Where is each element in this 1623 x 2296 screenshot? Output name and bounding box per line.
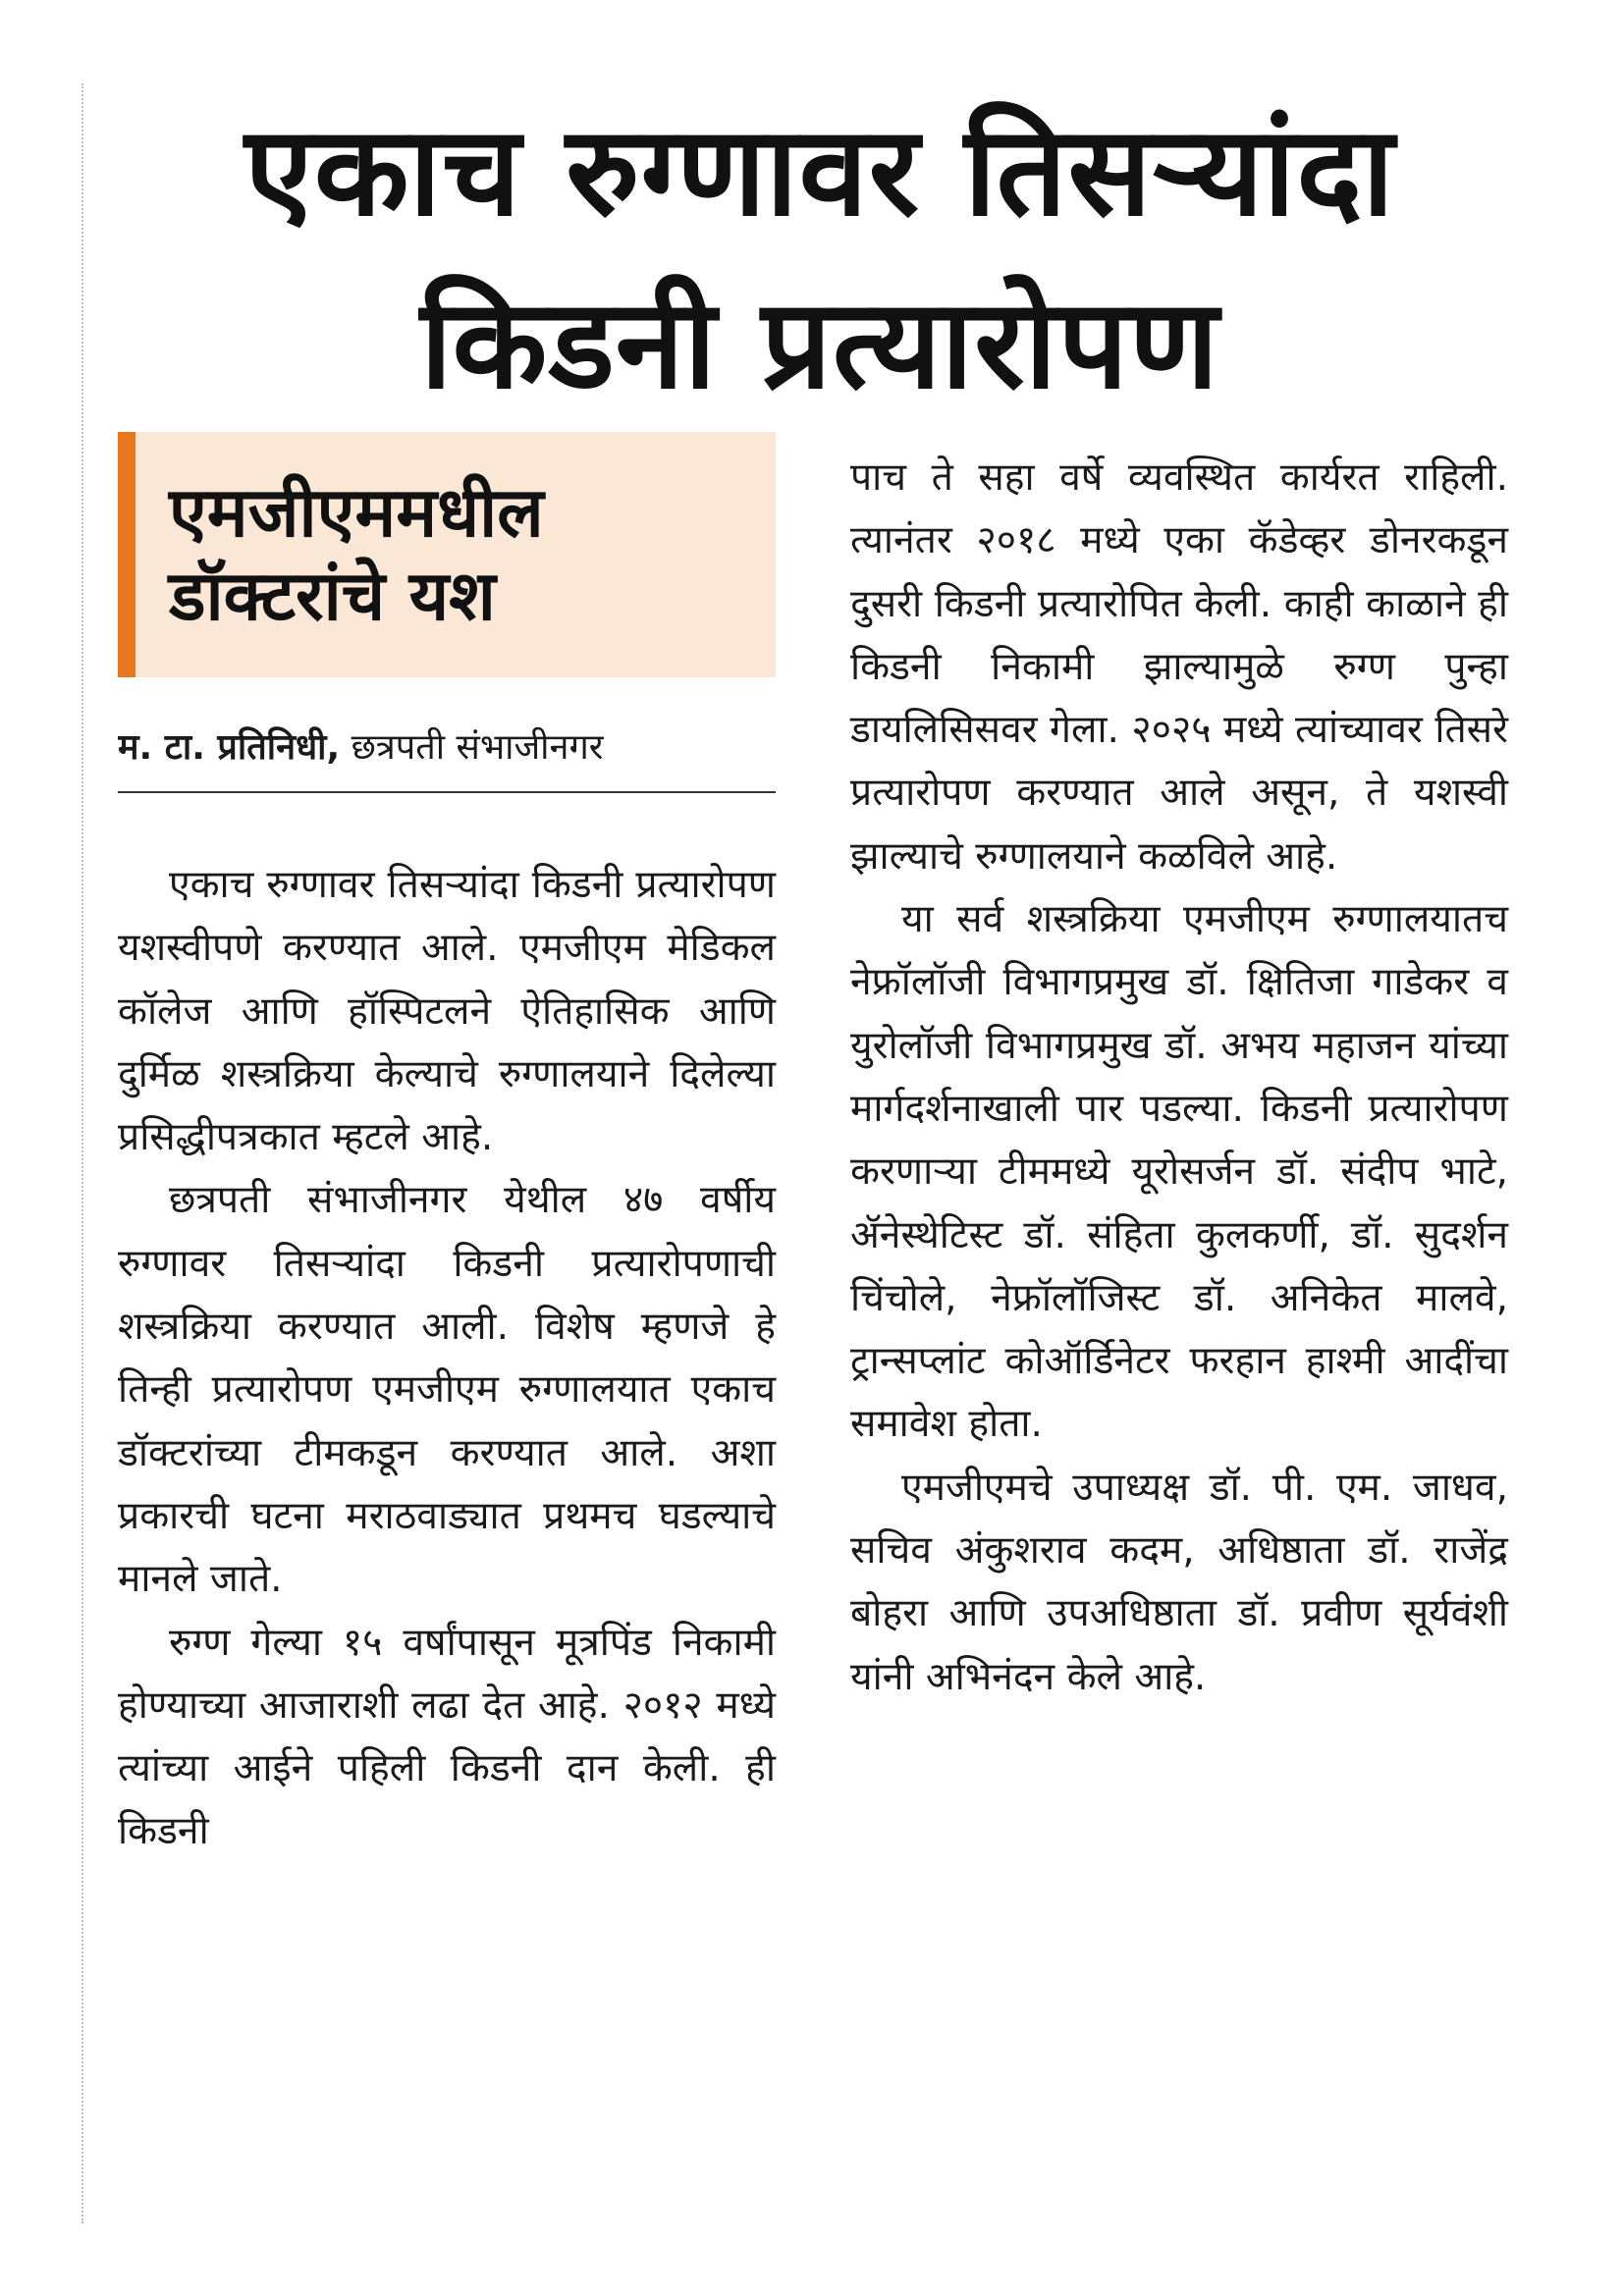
subheadline-accent-bar: [118, 432, 135, 677]
page-edge-dotted-rule: [81, 83, 83, 2223]
article-paragraph-5: एमजीएमचे उपाध्यक्ष डॉ. पी. एम. जाधव, सचिव अंकुशराव कदम, अधिष्ठाता डॉ. राजेंद्र बोहरा आणि उपअधिष्ठाता डॉ. प्रवीण सूर्यवंशी यांनी अभिनंदन केले आहे.: [850, 1465, 1508, 1699]
byline: [118, 724, 776, 772]
headline-line-1: एकाच रुग्णावर तिसऱ्यांदा: [244, 99, 1395, 243]
article-paragraph-3-continued: पाच ते सहा वर्षे व्यवस्थित कार्यरत राहिली. त्यानंतर २०१८ मध्ये एका कॅडेव्हर डोनरकडून दुसरी किडनी प्रत्यारोपित केली. काही काळाने ही किडनी निकामी झाल्यामुळे रुग्ण पुन्हा डायलिसिसवर गेला. २०२५ मध्ये त्यांच्यावर तिसरे प्रत्यारोपण करण्यात आले असून, ते यशस्वी झाल्याचे रुग्णालयाने कळविले आहे.: [850, 455, 1508, 879]
article-paragraph-2: छत्रपती संभाजीनगर येथील ४७ वर्षीय रुग्णावर तिसऱ्यांदा किडनी प्रत्यारोपणाची शस्त्रक्रिया करण्यात आली. विशेष म्हणजे हे तिन्ही प्रत्यारोपण एमजीएम रुग्णालयात एकाच डॉक्टरांच्या टीमकडून करण्यात आले. अशा प्रकारची घटना मराठवाड्यात प्रथमच घडल्याचे मानले जाते.: [118, 1178, 776, 1602]
article-paragraph-1: एकाच रुग्णावर तिसऱ्यांदा किडनी प्रत्यारोपण यशस्वीपणे करण्यात आले. एमजीएम मेडिकल कॉलेज आणि हॉस्पिटलने ऐतिहासिक आणि दुर्मिळ शस्त्रक्रिया केल्याचे रुग्णालयाने दिलेल्या प्रसिद्धीपत्रकात म्हटले आहे.: [118, 863, 776, 1160]
byline-divider: [118, 791, 776, 793]
article-paragraph-4: या सर्व शस्त्रक्रिया एमजीएम रुग्णालयातच नेफ्रॉलॉजी विभागप्रमुख डॉ. क्षितिजा गाडेकर व युरोलॉजी विभागप्रमुख डॉ. अभय महाजन यांच्या मार्गदर्शनाखाली पार पडल्या. किडनी प्रत्यारोपण करणाऱ्या टीममध्ये यूरोसर्जन डॉ. संदीप भाटे, ॲनेस्थेटिस्ट डॉ. संहिता कुलकर्णी, डॉ. सुदर्शन चिंचोले, नेफ्रॉलॉजिस्ट डॉ. अनिकेत मालवे, ट्रान्सप्लांट कोऑर्डिनेटर फरहान हाश्मी आदींचा समावेश होता.: [850, 897, 1508, 1447]
article-paragraph-3-start: रुग्ण गेल्या १५ वर्षांपासून मूत्रपिंड निकामी होण्याच्या आजाराशी लढा देत आहे. २०१२ मध्ये त्यांच्या आईने पहिली किडनी दान केली. ही किडनी: [118, 1620, 776, 1854]
headline-line-2: किडनी प्रत्यारोपण: [419, 272, 1220, 416]
article-column-right: [850, 447, 1508, 1709]
subheadline-line-2: डॉक्टरांचे यश: [169, 556, 496, 636]
article-column-left: [118, 854, 776, 1864]
byline-name: म. टा. प्रतिनिधी,: [118, 727, 341, 768]
subheadline-line-1: एमजीएममधील: [169, 472, 544, 553]
byline-place: छत्रपती संभाजीनगर: [351, 727, 604, 768]
subheadline-box: [118, 432, 776, 677]
